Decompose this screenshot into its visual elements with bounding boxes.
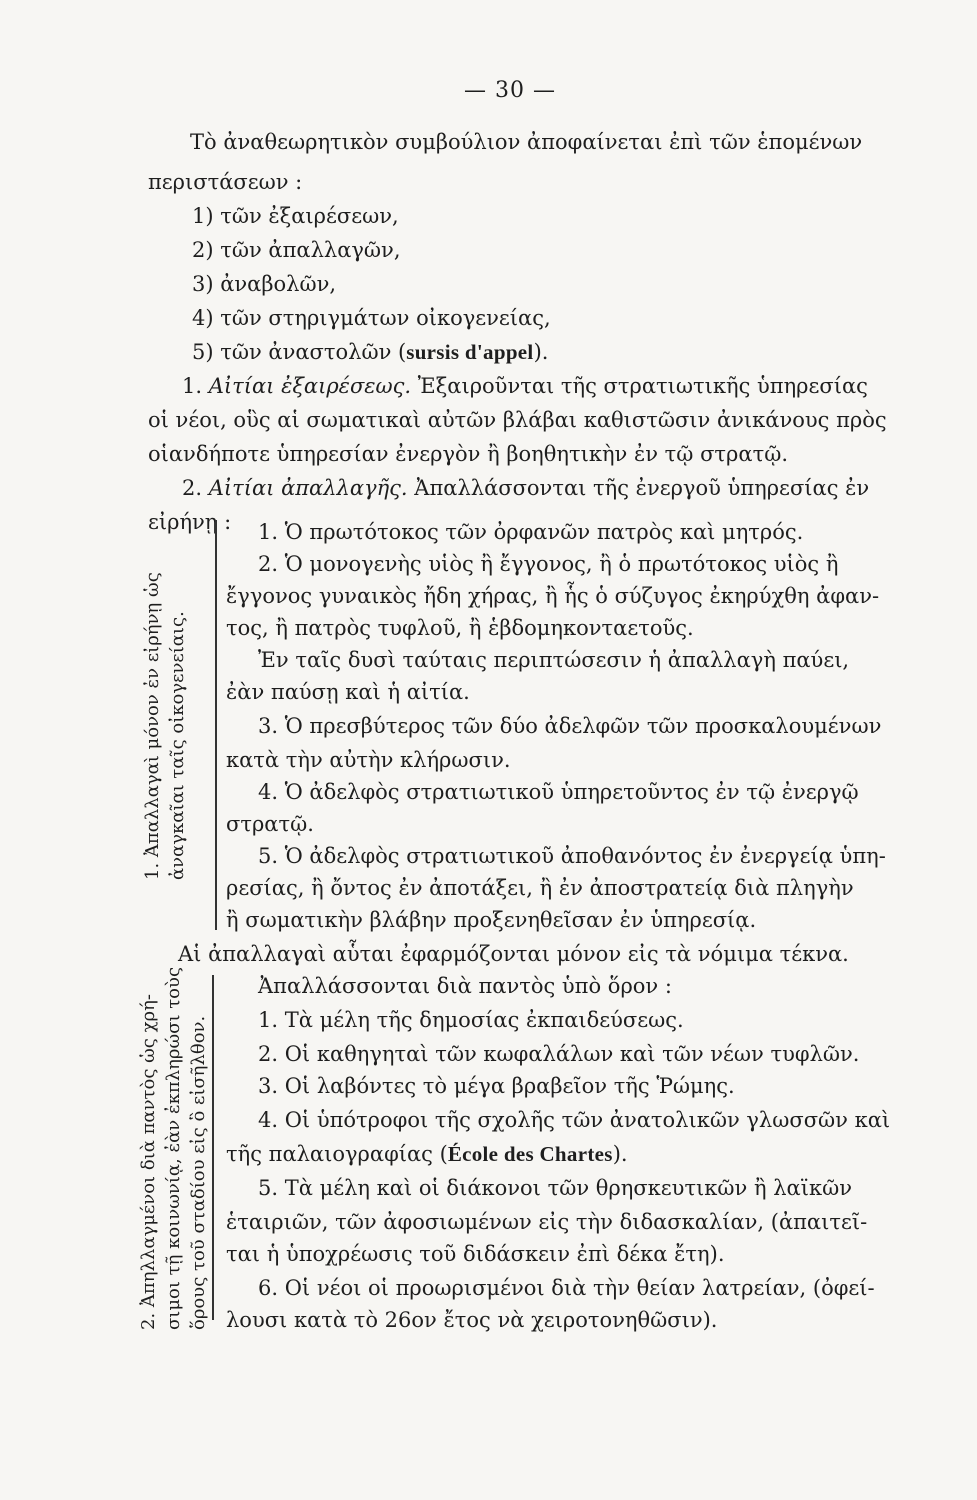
- case-item: 4) τῶν στηριγμάτων οἰκογενείας,: [192, 306, 551, 330]
- group2-side-line-2: σιμοι τῇ κοινωνίᾳ, ἐὰν ἐκπληρώσι τοὺς: [163, 966, 184, 1330]
- group2-line: ἑταιριῶν, τῶν ἀφοσιωμένων εἰς τὴν διδασκαλίαν, (ἀπαιτεῖ-: [226, 1210, 868, 1234]
- group1-line: 4. Ὁ ἀδελφὸς στρατιωτικοῦ ὑπηρετοῦντος ἐν τῷ ἐνεργῷ: [258, 780, 859, 804]
- group2-line: ται ἡ ὑποχρέωσις τοῦ διδάσκειν ἐπὶ δέκα ἔτη).: [226, 1242, 725, 1266]
- group1-line: 3. Ὁ πρεσβύτερος τῶν δύο ἀδελφῶν τῶν προσκαλουμένων: [258, 714, 882, 738]
- group1-line: στρατῷ.: [226, 812, 314, 836]
- group1-brace: [215, 520, 217, 930]
- group1-side-caption: [140, 572, 190, 880]
- section2-text: Ἀπαλλάσσονται τῆς ἐνεργοῦ ὑπηρεσίας ἐν: [414, 476, 870, 500]
- intro-line-2: περιστάσεων :: [148, 170, 303, 194]
- group1-line: τος, ἢ πατρὸς τυφλοῦ, ἢ ἑβδομηκονταετοῦς.: [226, 616, 694, 640]
- group2-line: 3. Οἱ λαβόντες τὸ μέγα βραβεῖον τῆς Ῥώμης.: [258, 1074, 735, 1098]
- section2-number: 2.: [182, 476, 203, 500]
- group1-line: 5. Ὁ ἀδελφὸς στρατιωτικοῦ ἀποθανόντος ἐν ἐνεργείᾳ ὑπη-: [258, 844, 886, 868]
- section1-line-2: οἱ νέοι, οὓς αἱ σωματικαὶ αὐτῶν βλάβαι καθιστῶσιν ἀνικάνους πρὸς: [148, 408, 887, 432]
- case-item: 2) τῶν ἀπαλλαγῶν,: [192, 238, 401, 262]
- legitimate-children-note: Αἱ ἀπαλλαγαὶ αὗται ἐφαρμόζονται μόνον εἰς τὰ νόμιμα τέκνα.: [178, 942, 849, 966]
- intro-line-1: Τὸ ἀναθεωρητικὸν συμβούλιον ἀποφαίνεται ἐπὶ τῶν ἑπομένων: [190, 130, 863, 154]
- group2-line5-text: τῆς παλαιογραφίας (: [226, 1142, 448, 1166]
- group1-line: κατὰ τὴν αὐτὴν κλήρωσιν.: [226, 748, 511, 772]
- group1-line: 2. Ὁ μονογενὴς υἱὸς ἢ ἔγγονος, ἢ ὁ πρωτότοκος υἱὸς ἢ: [258, 552, 839, 576]
- section1-heading: Αἰτίαι ἐξαιρέσεως.: [208, 374, 412, 398]
- group2-line: 1. Τὰ μέλη τῆς δημοσίας ἐκπαιδεύσεως.: [258, 1008, 684, 1032]
- group1-side-line-2: ἀναγκαῖαι ταῖς οἰκογενείαις.: [167, 611, 188, 880]
- group2-line: 2. Οἱ καθηγηταὶ τῶν κωφαλάλων καὶ τῶν νέων τυφλῶν.: [258, 1042, 860, 1066]
- group1-line: Ἐν ταῖς δυσὶ ταύταις περιπτώσεσιν ἡ ἀπαλλαγὴ παύει,: [258, 648, 850, 672]
- case5-end: ).: [533, 340, 549, 364]
- group1-side-line-1: 1. Ἀπαλλαγαὶ μόνον ἐν εἰρήνῃ ὡς: [142, 572, 163, 880]
- section2-line-1: [182, 478, 869, 499]
- page-number: — 30 —: [464, 78, 556, 103]
- section2-heading: Αἰτίαι ἀπαλλαγῆς.: [208, 476, 408, 500]
- group2-line-school: [226, 1144, 628, 1165]
- group2-line: λουσι κατὰ τὸ 26ον ἔτος νὰ χειροτονηθῶσιν).: [226, 1308, 718, 1332]
- group1-line: ρεσίας, ἢ ὄντος ἐν ἀποτάξει, ἢ ἐν ἀποστρατείᾳ διὰ πληγὴν: [226, 876, 854, 900]
- section1-number: 1.: [182, 374, 203, 398]
- group2-side-line-3: ὅρους τοῦ σταδίου εἰς ὃ εἰσῆλθον.: [188, 1015, 209, 1330]
- group2-line: 5. Τὰ μέλη καὶ οἱ διάκονοι τῶν θρησκευτικῶν ἢ λαϊκῶν: [258, 1176, 852, 1200]
- case-item: 3) ἀναβολῶν,: [192, 272, 337, 296]
- group2-line5-end: ).: [612, 1142, 628, 1166]
- group1-line: ἐὰν παύσῃ καὶ ἡ αἰτία.: [226, 680, 470, 704]
- group2-intro: Ἀπαλλάσσονται διὰ παντὸς ὑπὸ ὅρον :: [258, 974, 672, 998]
- case5-text: 5) τῶν ἀναστολῶν (: [192, 340, 407, 364]
- group1-line: ἔγγονος γυναικὸς ἤδη χήρας, ἢ ἧς ὁ σύζυγος ἐκηρύχθη ἀφαν-: [226, 584, 880, 608]
- section1-line-1: [182, 376, 868, 397]
- group2-side-line-1: 2. Ἀπηλλαγμένοι διὰ παντὸς ὡς χρή-: [138, 994, 159, 1330]
- group1-line: 1. Ὁ πρωτότοκος τῶν ὀρφανῶν πατρὸς καὶ μητρός.: [258, 520, 804, 544]
- group2-line5-latin: École des Chartes: [447, 1142, 613, 1166]
- case5-latin: sursis d'appel: [406, 340, 534, 364]
- section1-line-3: οἱανδήποτε ὑπηρεσίαν ἐνεργὸν ἢ βοηθητικὴν ἐν τῷ στρατῷ.: [148, 442, 788, 466]
- section1-text: Ἐξαιροῦνται τῆς στρατιωτικῆς ὑπηρεσίας: [417, 374, 868, 398]
- group2-side-caption: [136, 967, 211, 1330]
- group2-line: 4. Οἱ ὑπότροφοι τῆς σχολῆς τῶν ἀνατολικῶν γλωσσῶν καὶ: [258, 1108, 891, 1132]
- case-item: 1) τῶν ἐξαιρέσεων,: [192, 204, 399, 228]
- case-item-5: [192, 342, 548, 363]
- group2-brace: [212, 975, 214, 1320]
- group2-line: 6. Οἱ νέοι οἱ προωρισμένοι διὰ τὴν θείαν λατρείαν, (ὀφεί-: [258, 1276, 875, 1300]
- group1-line: ἢ σωματικὴν βλάβην προξενηθεῖσαν ἐν ὑπηρεσίᾳ.: [226, 908, 757, 932]
- section2-line-2: εἰρήνῃ :: [148, 510, 232, 534]
